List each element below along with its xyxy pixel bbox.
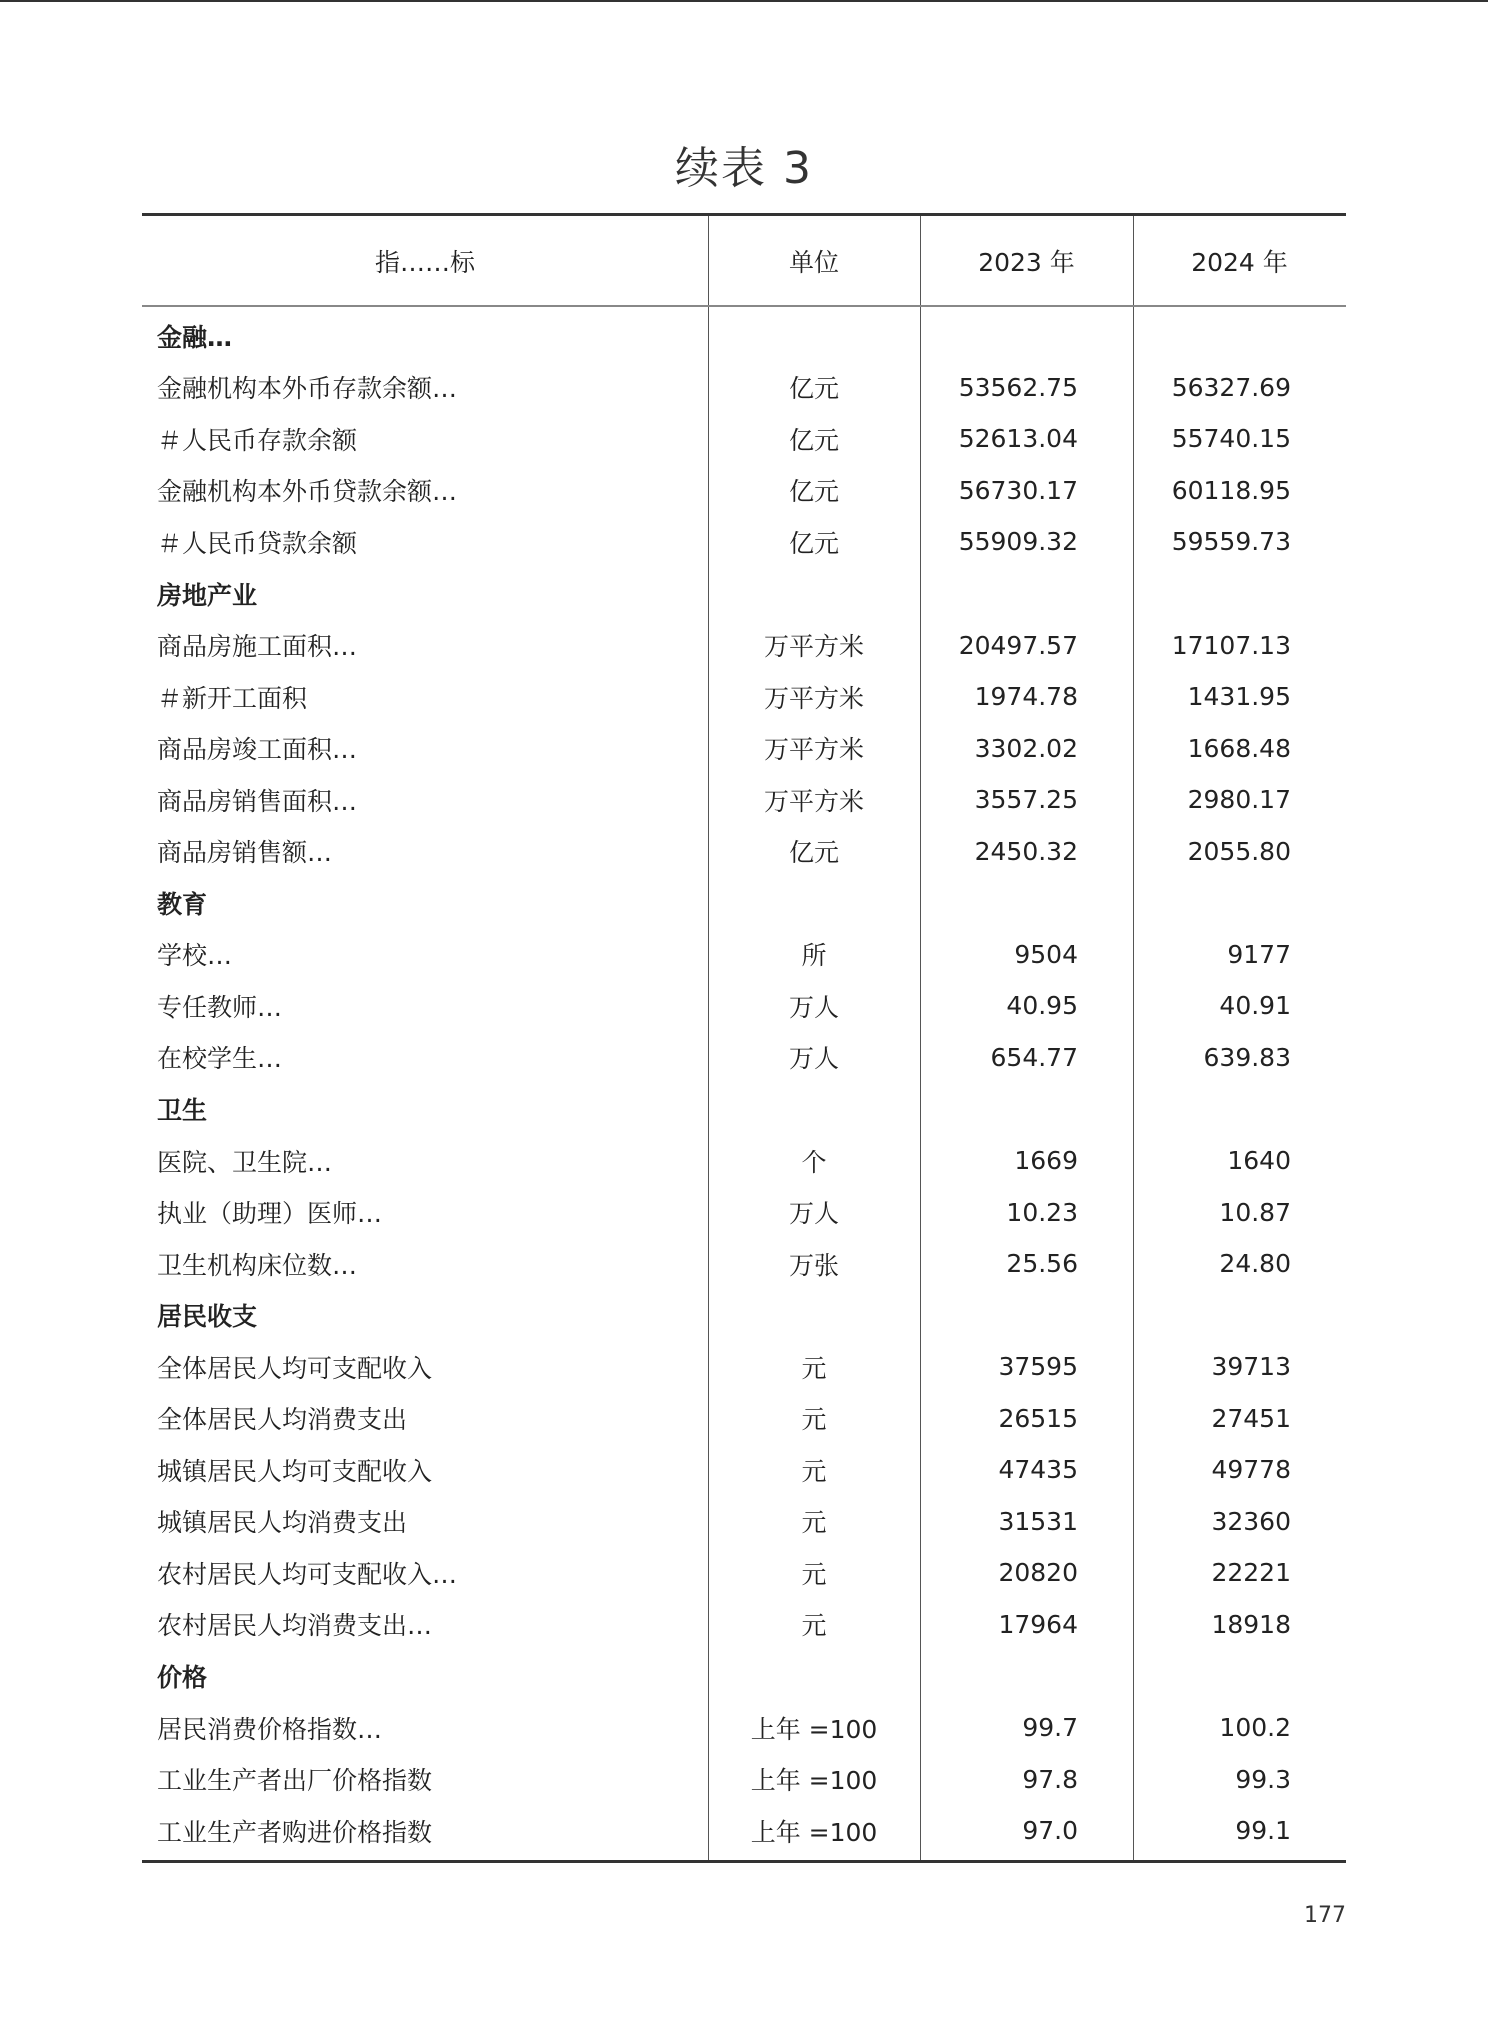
table-body <box>142 307 1346 1860</box>
row-label: 价格 <box>157 1662 208 1692</box>
row-unit: 元 <box>801 1559 827 1589</box>
row-unit: 所 <box>801 941 827 971</box>
value-2024: 639.83 <box>1203 1042 1291 1072</box>
table-header <box>142 216 1346 305</box>
row-label: 商品房销售额… <box>157 838 333 868</box>
row-unit: 元 <box>801 1353 827 1383</box>
value-2023: 17964 <box>998 1609 1078 1639</box>
value-2023: 31531 <box>998 1506 1078 1536</box>
table-row <box>142 671 1346 723</box>
row-unit: 万人 <box>788 992 839 1022</box>
table-row <box>142 1135 1346 1187</box>
value-2023: 1974.78 <box>974 682 1078 712</box>
row-label: 金融… <box>157 322 233 352</box>
table-row <box>142 774 1346 826</box>
row-unit: 万平方米 <box>763 735 864 765</box>
header-unit: 单位 <box>788 247 839 277</box>
row-label: 房地产业 <box>157 580 258 610</box>
value-2023: 20820 <box>998 1558 1078 1588</box>
row-label: ＃新开工面积 <box>157 683 308 713</box>
table-row <box>142 1444 1346 1496</box>
table-title: 续表 3 <box>675 143 813 194</box>
row-label: 居民消费价格指数… <box>157 1714 383 1744</box>
row-label: 农村居民人均消费支出… <box>157 1611 433 1641</box>
table-row <box>142 413 1346 465</box>
value-2024: 17107.13 <box>1171 630 1291 660</box>
value-2023: 56730.17 <box>958 475 1078 505</box>
value-2023: 40.95 <box>1006 991 1078 1021</box>
value-2024: 1431.95 <box>1187 682 1291 712</box>
table-row <box>142 619 1346 671</box>
row-unit: 元 <box>801 1508 827 1538</box>
row-label: 学校… <box>157 941 233 971</box>
value-2024: 1668.48 <box>1187 733 1291 763</box>
row-unit: 万平方米 <box>763 683 864 713</box>
row-label: 工业生产者购进价格指数 <box>157 1817 433 1847</box>
row-unit: 亿元 <box>788 838 839 868</box>
table-row <box>142 929 1346 981</box>
category-row <box>142 1083 1346 1135</box>
row-label: 商品房竣工面积… <box>157 735 358 765</box>
value-2023: 97.8 <box>1022 1764 1078 1794</box>
value-2023: 53562.75 <box>958 372 1078 402</box>
row-label: 医院、卫生院… <box>157 1147 333 1177</box>
value-2023: 9504 <box>1014 939 1078 969</box>
value-2023: 3302.02 <box>974 733 1078 763</box>
value-2024: 2055.80 <box>1187 836 1291 866</box>
value-2024: 99.3 <box>1235 1764 1291 1794</box>
row-label: 金融机构本外币存款余额… <box>157 374 458 404</box>
row-label: 居民收支 <box>157 1302 258 1332</box>
row-label: 农村居民人均可支配收入… <box>157 1559 458 1589</box>
row-label: 商品房施工面积… <box>157 632 358 662</box>
header-2024: 2024 年 <box>1191 247 1288 277</box>
value-2024: 100.2 <box>1219 1713 1291 1743</box>
header-indicator: 指……标 <box>374 247 475 277</box>
row-label: 商品房销售面积… <box>157 786 358 816</box>
value-2024: 1640 <box>1227 1146 1291 1176</box>
value-2024: 22221 <box>1211 1558 1291 1588</box>
value-2024: 32360 <box>1211 1506 1291 1536</box>
category-row <box>142 877 1346 929</box>
table-row <box>142 980 1346 1032</box>
row-unit: 亿元 <box>788 528 839 558</box>
row-label: ＃人民币贷款余额 <box>157 528 358 558</box>
row-unit: 个 <box>801 1147 827 1177</box>
value-2024: 27451 <box>1211 1403 1291 1433</box>
row-label: 全体居民人均可支配收入 <box>157 1353 433 1383</box>
table-row <box>142 1032 1346 1084</box>
row-unit: 亿元 <box>788 477 839 507</box>
value-2024: 59559.73 <box>1171 527 1291 557</box>
value-2023: 654.77 <box>990 1042 1078 1072</box>
value-2024: 24.80 <box>1219 1249 1291 1279</box>
category-row <box>142 568 1346 620</box>
table-row <box>142 722 1346 774</box>
table-row <box>142 1753 1346 1805</box>
page-number: 177 <box>1304 1903 1346 1928</box>
value-2023: 37595 <box>998 1352 1078 1382</box>
row-label: 执业（助理）医师… <box>157 1199 383 1229</box>
table-row <box>142 1547 1346 1599</box>
row-label: 卫生 <box>157 1095 208 1125</box>
row-unit: 上年 =100 <box>750 1766 878 1796</box>
row-label: ＃人民币存款余额 <box>157 425 358 455</box>
value-2023: 97.0 <box>1022 1816 1078 1846</box>
row-unit: 万平方米 <box>763 632 864 662</box>
value-2023: 55909.32 <box>958 527 1078 557</box>
value-2023: 20497.57 <box>958 630 1078 660</box>
value-2023: 2450.32 <box>974 836 1078 866</box>
value-2024: 9177 <box>1227 939 1291 969</box>
table-row <box>142 516 1346 568</box>
table-row <box>142 1599 1346 1651</box>
value-2023: 25.56 <box>1006 1249 1078 1279</box>
row-unit: 万人 <box>788 1199 839 1229</box>
value-2024: 2980.17 <box>1187 785 1291 815</box>
row-label: 城镇居民人均消费支出 <box>157 1508 408 1538</box>
value-2024: 10.87 <box>1219 1197 1291 1227</box>
table-row <box>142 1392 1346 1444</box>
table-row <box>142 465 1346 517</box>
row-unit: 上年 =100 <box>750 1714 878 1744</box>
row-label: 金融机构本外币贷款余额… <box>157 477 458 507</box>
row-unit: 元 <box>801 1611 827 1641</box>
row-unit: 元 <box>801 1405 827 1435</box>
row-label: 全体居民人均消费支出 <box>157 1405 408 1435</box>
table-bottom-rule <box>142 1860 1346 1863</box>
statistics-table <box>142 213 1346 1863</box>
value-2024: 56327.69 <box>1171 372 1291 402</box>
table-row <box>142 1496 1346 1548</box>
row-label: 在校学生… <box>157 1044 283 1074</box>
category-row <box>142 1650 1346 1702</box>
row-unit: 万张 <box>788 1250 839 1280</box>
value-2023: 52613.04 <box>958 424 1078 454</box>
header-2023: 2023 年 <box>978 247 1075 277</box>
value-2023: 99.7 <box>1022 1713 1078 1743</box>
table-row <box>142 1238 1346 1290</box>
value-2024: 55740.15 <box>1171 424 1291 454</box>
table-row <box>142 825 1346 877</box>
row-label: 城镇居民人均可支配收入 <box>157 1456 433 1486</box>
value-2024: 40.91 <box>1219 991 1291 1021</box>
row-label: 卫生机构床位数… <box>157 1250 358 1280</box>
row-unit: 万平方米 <box>763 786 864 816</box>
value-2024: 49778 <box>1211 1455 1291 1485</box>
page-top-border <box>0 0 1488 2</box>
table-row <box>142 1186 1346 1238</box>
value-2023: 1669 <box>1014 1146 1078 1176</box>
value-2023: 10.23 <box>1006 1197 1078 1227</box>
row-unit: 亿元 <box>788 425 839 455</box>
table-row <box>142 362 1346 414</box>
row-label: 工业生产者出厂价格指数 <box>157 1766 433 1796</box>
value-2024: 60118.95 <box>1171 475 1291 505</box>
row-label: 专任教师… <box>157 992 283 1022</box>
row-unit: 亿元 <box>788 374 839 404</box>
row-unit: 上年 =100 <box>750 1817 878 1847</box>
row-label: 教育 <box>157 889 208 919</box>
value-2024: 39713 <box>1211 1352 1291 1382</box>
value-2024: 99.1 <box>1235 1816 1291 1846</box>
value-2024: 18918 <box>1211 1609 1291 1639</box>
value-2023: 47435 <box>998 1455 1078 1485</box>
table-row <box>142 1805 1346 1857</box>
category-row <box>142 1289 1346 1341</box>
table-row <box>142 1702 1346 1754</box>
category-row <box>142 310 1346 362</box>
row-unit: 万人 <box>788 1044 839 1074</box>
value-2023: 3557.25 <box>974 785 1078 815</box>
table-row <box>142 1341 1346 1393</box>
row-unit: 元 <box>801 1456 827 1486</box>
value-2023: 26515 <box>998 1403 1078 1433</box>
